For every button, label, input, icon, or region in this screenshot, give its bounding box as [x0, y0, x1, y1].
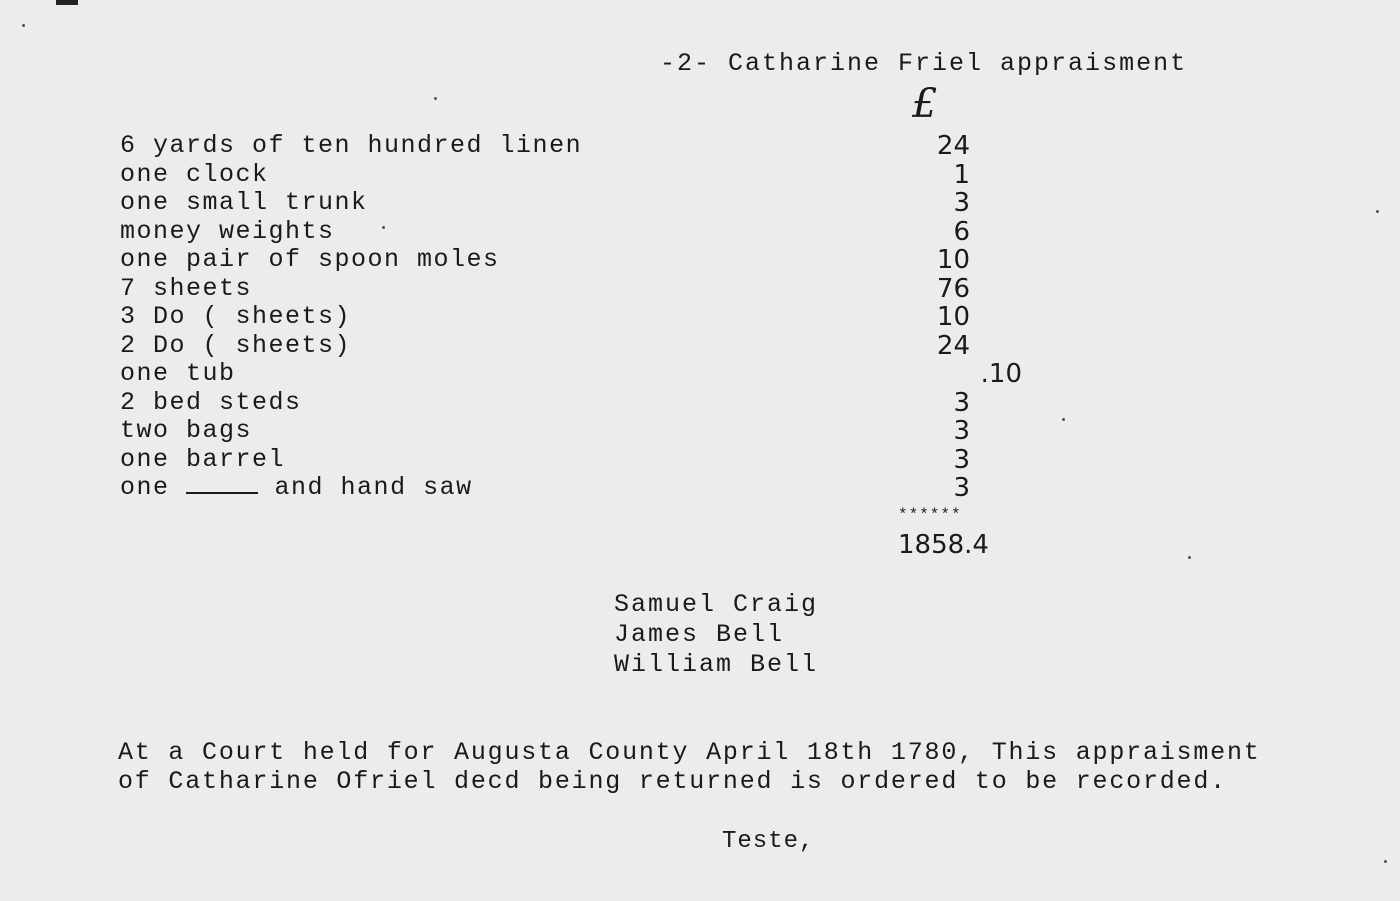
blank-line — [186, 474, 258, 494]
item-row — [120, 132, 1040, 161]
item-value: 24 — [936, 131, 970, 161]
item-row — [120, 218, 1040, 247]
item-value: 10 — [936, 245, 970, 275]
item-value: 3 — [953, 473, 970, 503]
paper-speck — [382, 226, 385, 229]
item-description: two bags — [120, 416, 253, 445]
item-value: 3 — [953, 416, 970, 446]
paper-speck — [1376, 210, 1379, 213]
item-row — [120, 360, 1040, 389]
court-statement — [118, 738, 1328, 796]
item-description: one small trunk — [120, 188, 368, 217]
appraisal-total: 1858.4 — [898, 530, 989, 560]
item-value: 76 — [936, 273, 970, 304]
item-row — [120, 389, 1040, 418]
item-description — [120, 474, 473, 502]
court-statement-line: At a Court held for Augusta County April 18th 1780, This appraisment — [118, 738, 1261, 767]
item-description: 2 Do ( sheets) — [120, 330, 352, 360]
signer-list — [614, 590, 818, 680]
item-description-start: one — [120, 473, 170, 502]
item-row — [120, 303, 1040, 332]
total-separator: ****** — [898, 506, 962, 524]
page-heading: -2- Catharine Friel appraisment — [660, 49, 1188, 78]
item-value: 3 — [953, 188, 970, 218]
item-description: one tub — [120, 359, 236, 388]
item-row — [120, 474, 1040, 503]
pound-currency-symbol: £ — [912, 81, 938, 127]
court-statement-line: of Catharine Ofriel decd being returned is ordered to be recorded. — [118, 767, 1227, 796]
signer-name: James Bell — [614, 620, 785, 649]
item-description-end: and hand saw — [274, 473, 473, 502]
appraisal-item-list — [120, 132, 1040, 503]
item-value: 3 — [953, 444, 970, 475]
item-description: 2 bed steds — [120, 387, 302, 417]
item-description: 3 Do ( sheets) — [120, 302, 352, 331]
item-value: 1 — [953, 159, 970, 190]
item-row — [120, 161, 1040, 190]
item-row — [120, 446, 1040, 475]
item-value: 6 — [953, 216, 970, 247]
item-value: 3 — [953, 387, 970, 418]
paper-speck — [1188, 556, 1191, 559]
item-description: 6 yards of ten hundred linen — [120, 131, 583, 160]
item-row — [120, 246, 1040, 275]
item-description: money weights — [120, 216, 335, 246]
paper-speck — [434, 97, 437, 100]
attestation: Teste, — [722, 828, 815, 855]
item-value: .10 — [980, 359, 1022, 389]
signer-name: Samuel Craig — [614, 590, 819, 619]
item-row — [120, 332, 1040, 361]
item-row — [120, 275, 1040, 304]
item-row — [120, 189, 1040, 218]
item-value: 10 — [936, 302, 970, 332]
item-row — [120, 417, 1040, 446]
item-description: one barrel — [120, 444, 286, 474]
paper-speck — [22, 24, 25, 27]
scan-mark — [56, 0, 78, 5]
signer-name: William Bell — [614, 650, 819, 679]
paper-speck — [1384, 860, 1387, 863]
paper-speck — [1062, 418, 1065, 421]
item-value: 24 — [936, 330, 970, 361]
item-description: one clock — [120, 159, 269, 189]
item-description: one pair of spoon moles — [120, 245, 500, 274]
item-description: 7 sheets — [120, 273, 253, 303]
